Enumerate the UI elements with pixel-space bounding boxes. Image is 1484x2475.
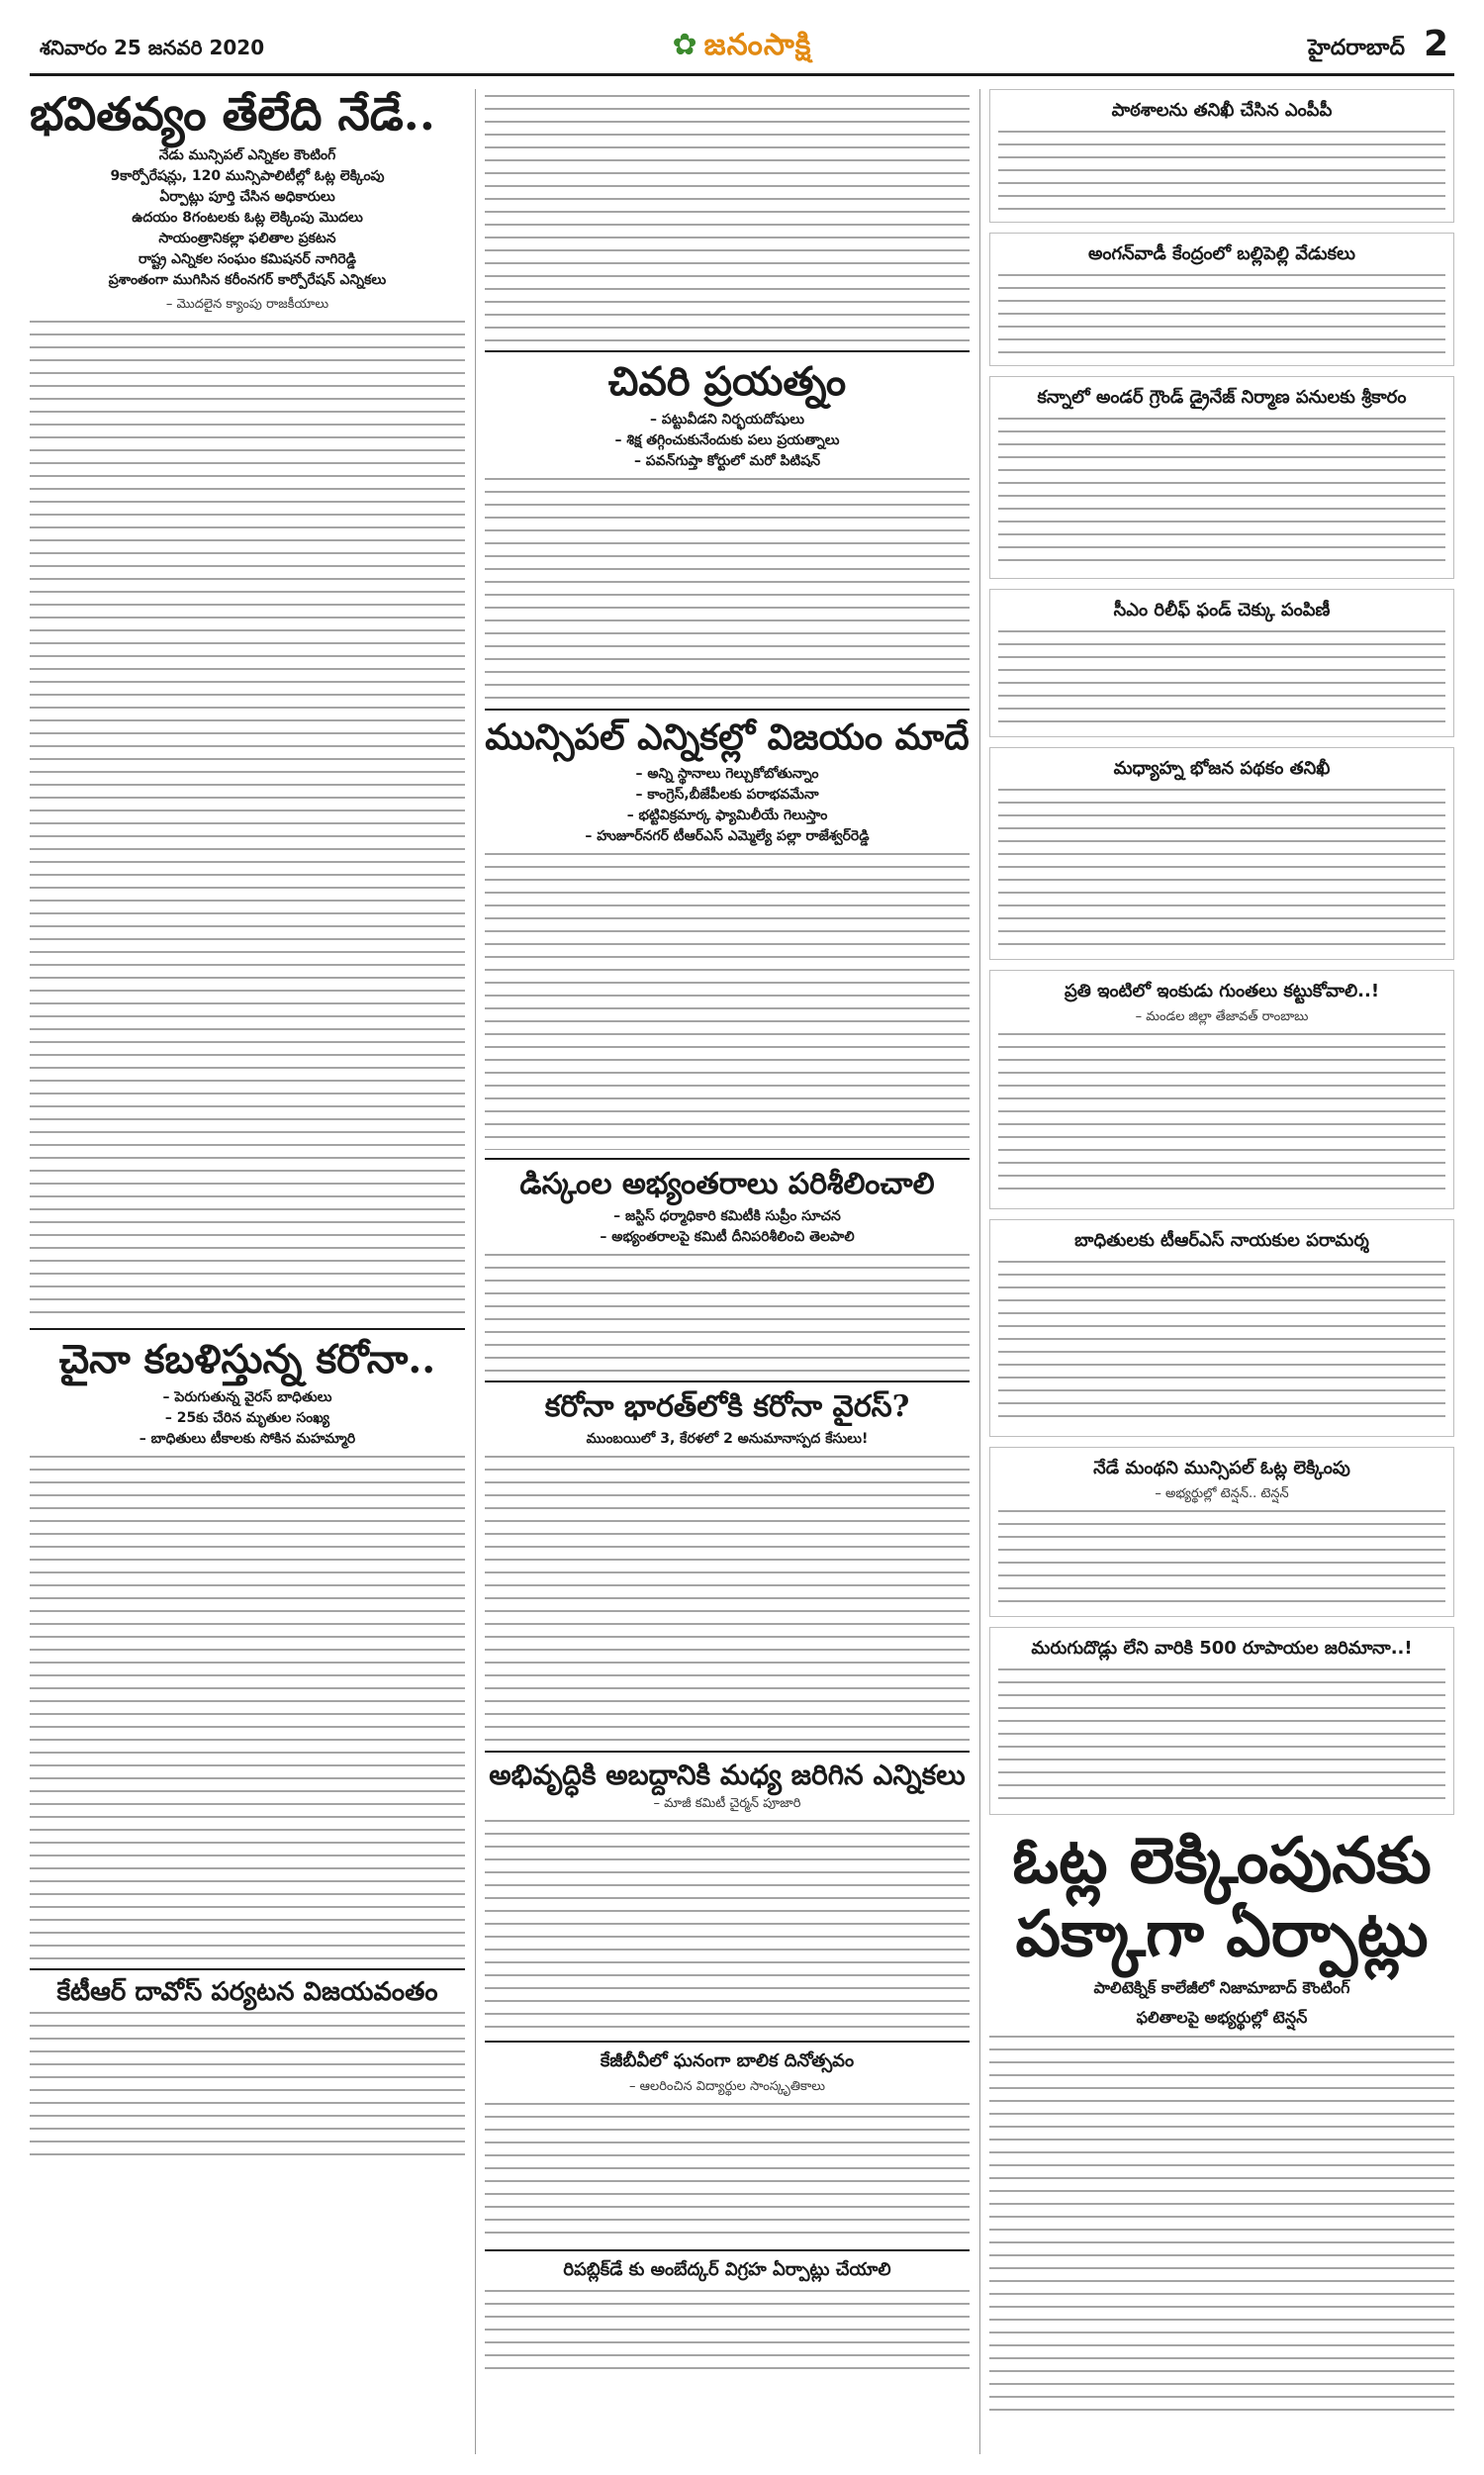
republic-day-body-text [485, 2290, 970, 2369]
lead-deck [30, 145, 465, 291]
brand-logo [673, 28, 812, 69]
deck-line: సాయంత్రానికల్లా ఫలితాల ప్రకటన [158, 230, 336, 246]
anganwadi-body-text [998, 274, 1445, 353]
manthani-headline: నేడే మంథని మున్సిపల్ ఓట్ల లెక్కింపు [1093, 1458, 1350, 1478]
counting-story [989, 1825, 1454, 2412]
deck-line: – హుజూర్‌నగర్ టీఆర్ఎస్ ఎమ్మెల్యే పల్లా రాజేశ్వర్‌రెడ్డి [585, 827, 870, 844]
cmrf-headline: సీఎం రిలీఫ్ ఫండ్ చెక్కు పంపిణీ [1113, 600, 1331, 620]
midday-meal-headline: మధ్యాహ్న భోజన పథకం తనిఖీ [1113, 758, 1331, 779]
deck-line: – కాంగ్రెస్,బీజేపీలకు పరాభవమేనా [635, 786, 819, 803]
deck-line: – అభ్యంతరాలపై కమిటీ దీనిపరిశీలించి తెలపాలి [600, 1228, 855, 1245]
corona-india-headline: కరోనా భారత్‌లోకి కరోనా వైరస్? [544, 1388, 910, 1424]
lead-body-text [30, 321, 465, 1320]
china-headline: చైనా కబళిస్తున్న కరోనా.. [58, 1335, 436, 1382]
column-middle [485, 89, 970, 2375]
deck-line: రాష్ట్ర ఎన్నికల సంఘం కమిషనర్ నాగిరెడ్డి [138, 250, 357, 267]
manthani-byline: – అభ్యర్థుల్లో టెన్షన్.. టెన్షన్ [1155, 1486, 1289, 1501]
development-headline: అభివృద్ధికి అబద్దానికి మధ్య జరిగిన ఎన్నికలు [489, 1758, 966, 1791]
last-attempt-deck [485, 410, 970, 472]
anganwadi-headline: అంగన్‌వాడీ కేంద్రంలో బల్లిపెల్లి వేడుకలు [1088, 243, 1355, 264]
school-body-text [998, 131, 1445, 210]
development-body-text [485, 1820, 970, 2033]
deck-line: ప్రశాంతంగా ముగిసిన కరీంనగర్ కార్పోరేషన్ ఎన్నికలు [108, 271, 387, 288]
china-story [30, 1335, 465, 1960]
victims-body-text [998, 1261, 1445, 1424]
deck-line: నేడు మున్సిపల్ ఎన్నికల కౌంటింగ్ [158, 146, 336, 163]
deck-line: ఉదయం 8గంటలకు ఓట్ల లెక్కింపు మొదలు [132, 209, 363, 226]
deck-line: – పవన్‌గుప్తా కోర్టులో మరో పిటిషన్ [633, 453, 821, 469]
counting-subdeck: ఫలితాలపై అభ్యర్థుల్లో టెన్షన్ [1136, 2008, 1308, 2028]
masthead [30, 22, 1454, 76]
deck-line: ఏర్పాట్లు పూర్తి చేసిన అధికారులు [159, 188, 335, 205]
kgbv-body-text [485, 2103, 970, 2241]
manthani-body-text [998, 1510, 1445, 1604]
china-body-text [30, 1456, 465, 1960]
victims-story [989, 1219, 1454, 1437]
school-story [989, 89, 1454, 223]
deck-line: 9కార్పోరేషన్లు, 120 మున్సిపాలిటీల్లో ఓట్ల లెక్కింపు [110, 167, 385, 184]
section-rule [485, 1158, 970, 1160]
counting-headline: ఓట్ల లెక్కింపునకు పక్కాగా ఏర్పాట్లు [1012, 1824, 1432, 1971]
kgbv-deck: – ఆలరించిన విద్యార్థుల సాంస్కృతికాలు [628, 2079, 825, 2095]
last-attempt-headline: చివరి ప్రయత్నం [607, 358, 847, 405]
ktr-body-text [30, 2012, 465, 2160]
column-right [989, 89, 1454, 2418]
counting-body-text [989, 2036, 1454, 2412]
deck-line: – జస్టిస్ ధర్మాధికారి కమిటీకి సుప్రీం సూచన [613, 1207, 841, 1224]
drainage-headline: కన్నాలో అండర్ గ్రౌండ్ డ్రైనేజ్ నిర్మాణ పనులకు శ్రీకారం [1037, 387, 1407, 408]
section-rule [485, 2249, 970, 2251]
cmrf-body-text [998, 630, 1445, 724]
midday-meal-story [989, 747, 1454, 960]
cmrf-story [989, 589, 1454, 737]
section-rule [485, 709, 970, 711]
discom-body-text [485, 1254, 970, 1373]
section-rule [485, 2041, 970, 2043]
lead-story [30, 89, 465, 1320]
ktr-story [30, 1978, 465, 2161]
midday-meal-body-text [998, 789, 1445, 947]
municipal-deck [485, 764, 970, 847]
counting-deck: పాలిటెక్నిక్ కాలేజీలో నిజామాబాద్ కౌంటింగ్ [1093, 1978, 1350, 1998]
column-divider [979, 89, 980, 2454]
deck-line: – 25కు చేరిన మృతుల సంఖ్య [164, 1409, 330, 1426]
fine-headline: మరుగుదొడ్లు లేని వారికి 500 రూపాయల జరిమానా..! [1031, 1638, 1413, 1659]
manthani-story [989, 1447, 1454, 1617]
deck-line: – బాధితులు టీకాలకు సోకిన మహమ్మారి [139, 1430, 356, 1447]
development-byline: – మాజీ కమిటీ చైర్మన్ పూజారి [653, 1796, 801, 1812]
fine-body-text [998, 1668, 1445, 1802]
corona-india-body-text [485, 1456, 970, 1743]
section-rule [30, 1968, 465, 1970]
deck-line: – అన్ని స్థానాలు గెల్చుకోబోతున్నాం [635, 765, 819, 782]
china-deck [30, 1387, 465, 1450]
drainage-story [989, 376, 1454, 579]
drainage-body-text [998, 418, 1445, 566]
soak-pit-headline: ప్రతి ఇంటిలో ఇంకుడు గుంతలు కట్టుకోవాలి..! [1064, 981, 1380, 1001]
republic-day-headline: రిపబ్లిక్‌డే కు అంబేద్కర్ విగ్రహ ఏర్పాట్లు చేయాలి [563, 2259, 891, 2281]
deck-line: – పట్టువీడని నిర్భయదోషులు [650, 412, 804, 428]
continued-body-text [485, 95, 970, 342]
section-rule [485, 1380, 970, 1382]
last-attempt-body-text [485, 478, 970, 701]
kgbv-headline: కేజీబీవీలో ఘనంగా బాలిక దినోత్సవం [600, 2050, 855, 2072]
section-rule [485, 350, 970, 352]
deck-line: – భట్టివిక్రమార్క ఫ్యామిలీయే గెలుస్తాం [626, 807, 828, 823]
fine-story [989, 1627, 1454, 1815]
lead-headline: భవితవ్యం తేలేది నేడే.. [30, 87, 435, 141]
soak-pit-body-text [998, 1033, 1445, 1196]
soak-pit-story [989, 970, 1454, 1209]
municipal-body-text [485, 853, 970, 1150]
deck-line: – పెరుగుతున్న వైరస్ బాధితులు [162, 1388, 332, 1405]
section-rule [30, 1328, 465, 1330]
municipal-headline: మున్సిపల్ ఎన్నికల్లో విజయం మాదే [485, 716, 970, 758]
soak-pit-byline: – మండల జిల్లా తేజావత్ రాంబాబు [1135, 1009, 1309, 1024]
corona-india-deck: ముంబయిలో 3, కేరళలో 2 అనుమానాస్పద కేసులు! [586, 1430, 869, 1447]
column-divider [475, 89, 476, 2454]
discom-headline: డిస్కంల అభ్యంతరాలు పరిశీలించాలి [519, 1166, 935, 1201]
discom-deck [485, 1206, 970, 1248]
page-number: 2 [1423, 24, 1448, 64]
issue-date: శనివారం 25 జనవరి 2020 [40, 36, 265, 59]
victims-headline: బాధితులకు టీఆర్ఎస్ నాయకుల పరామర్శ [1074, 1230, 1369, 1251]
leaf-icon: ✿ [672, 28, 698, 62]
brand-name: జనంసాక్షి [703, 28, 812, 62]
anganwadi-story [989, 233, 1454, 366]
edition-city: హైదరాబాద్ [1308, 36, 1405, 60]
section-rule [485, 1751, 970, 1753]
deck-line: – శిక్ష తగ్గించుకునేందుకు పలు ప్రయత్నాలు [614, 432, 840, 448]
ktr-headline: కేటీఆర్ దావోస్ పర్యటన విజయవంతం [56, 1976, 438, 2007]
column-left [30, 89, 465, 2166]
lead-byline: – మొదలైన క్యాంపు రాజకీయాలు [165, 296, 329, 312]
school-headline: పాఠశాలను తనిఖీ చేసిన ఎంపీపీ [1111, 100, 1333, 121]
